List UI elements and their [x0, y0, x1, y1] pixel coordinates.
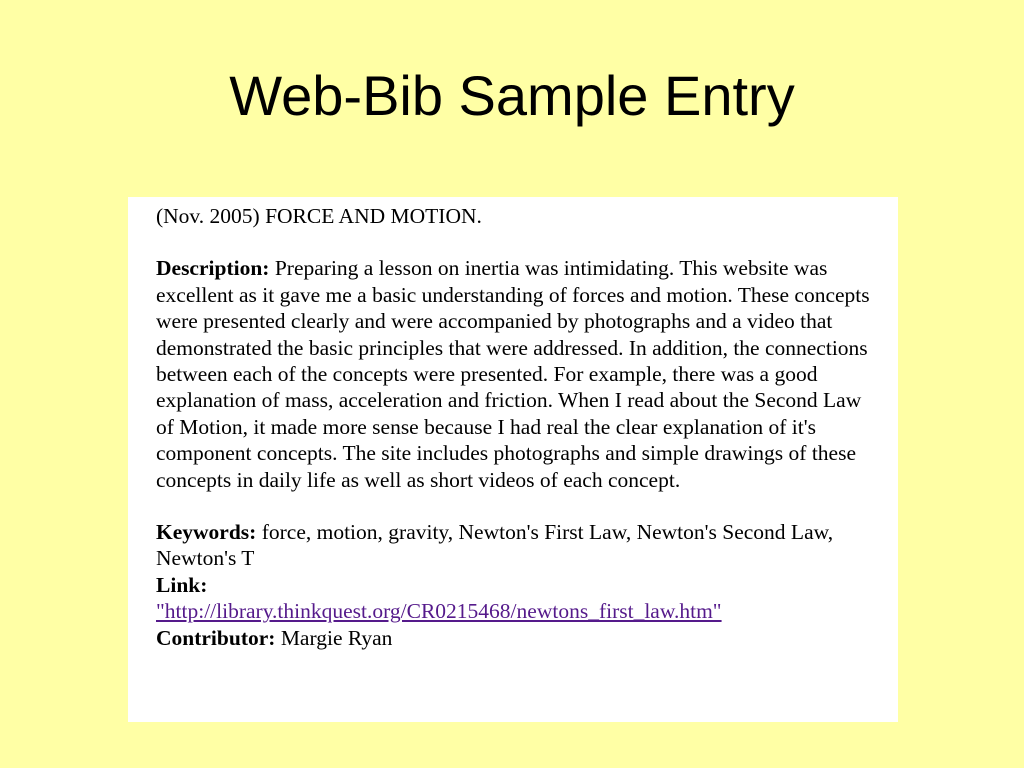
description-text: Preparing a lesson on inertia was intimidating. This website was excellent as it gave me a basic understanding of forces and motion. These concepts were presented clearly and were accompanied by photographs and a video that demonstrated the basic principles that were addressed. In addition, the connections between each of the concepts were presented. For example, there was a good explanation of mass, acceleration and friction. When I read about the Second Law of Motion, it made more sense because I had real the clear explanation of it's component concepts. The site includes photographs and simple drawings of these concepts in daily life as well as short videos of each concept. [156, 256, 870, 492]
contributor-label: Contributor: [156, 625, 276, 650]
keywords-text: force, motion, gravity, Newton's First Law, Newton's Second Law, Newton's T [156, 520, 834, 571]
entry-header: (Nov. 2005) FORCE AND MOTION. [156, 204, 482, 228]
description-label: Description: [156, 256, 270, 281]
link-label: Link: [156, 572, 208, 597]
entry-contributor [156, 625, 876, 651]
link-url[interactable]: "http://library.thinkquest.org/CR0215468/newtons_first_law.htm" [156, 599, 722, 624]
keywords-label: Keywords: [156, 520, 257, 545]
entry-description [156, 255, 876, 493]
bibliography-entry-card [128, 197, 898, 722]
contributor-text: Margie Ryan [275, 625, 393, 650]
slide-title: Web-Bib Sample Entry [229, 64, 795, 127]
entry-keywords [156, 519, 876, 572]
entry-link [156, 572, 876, 625]
